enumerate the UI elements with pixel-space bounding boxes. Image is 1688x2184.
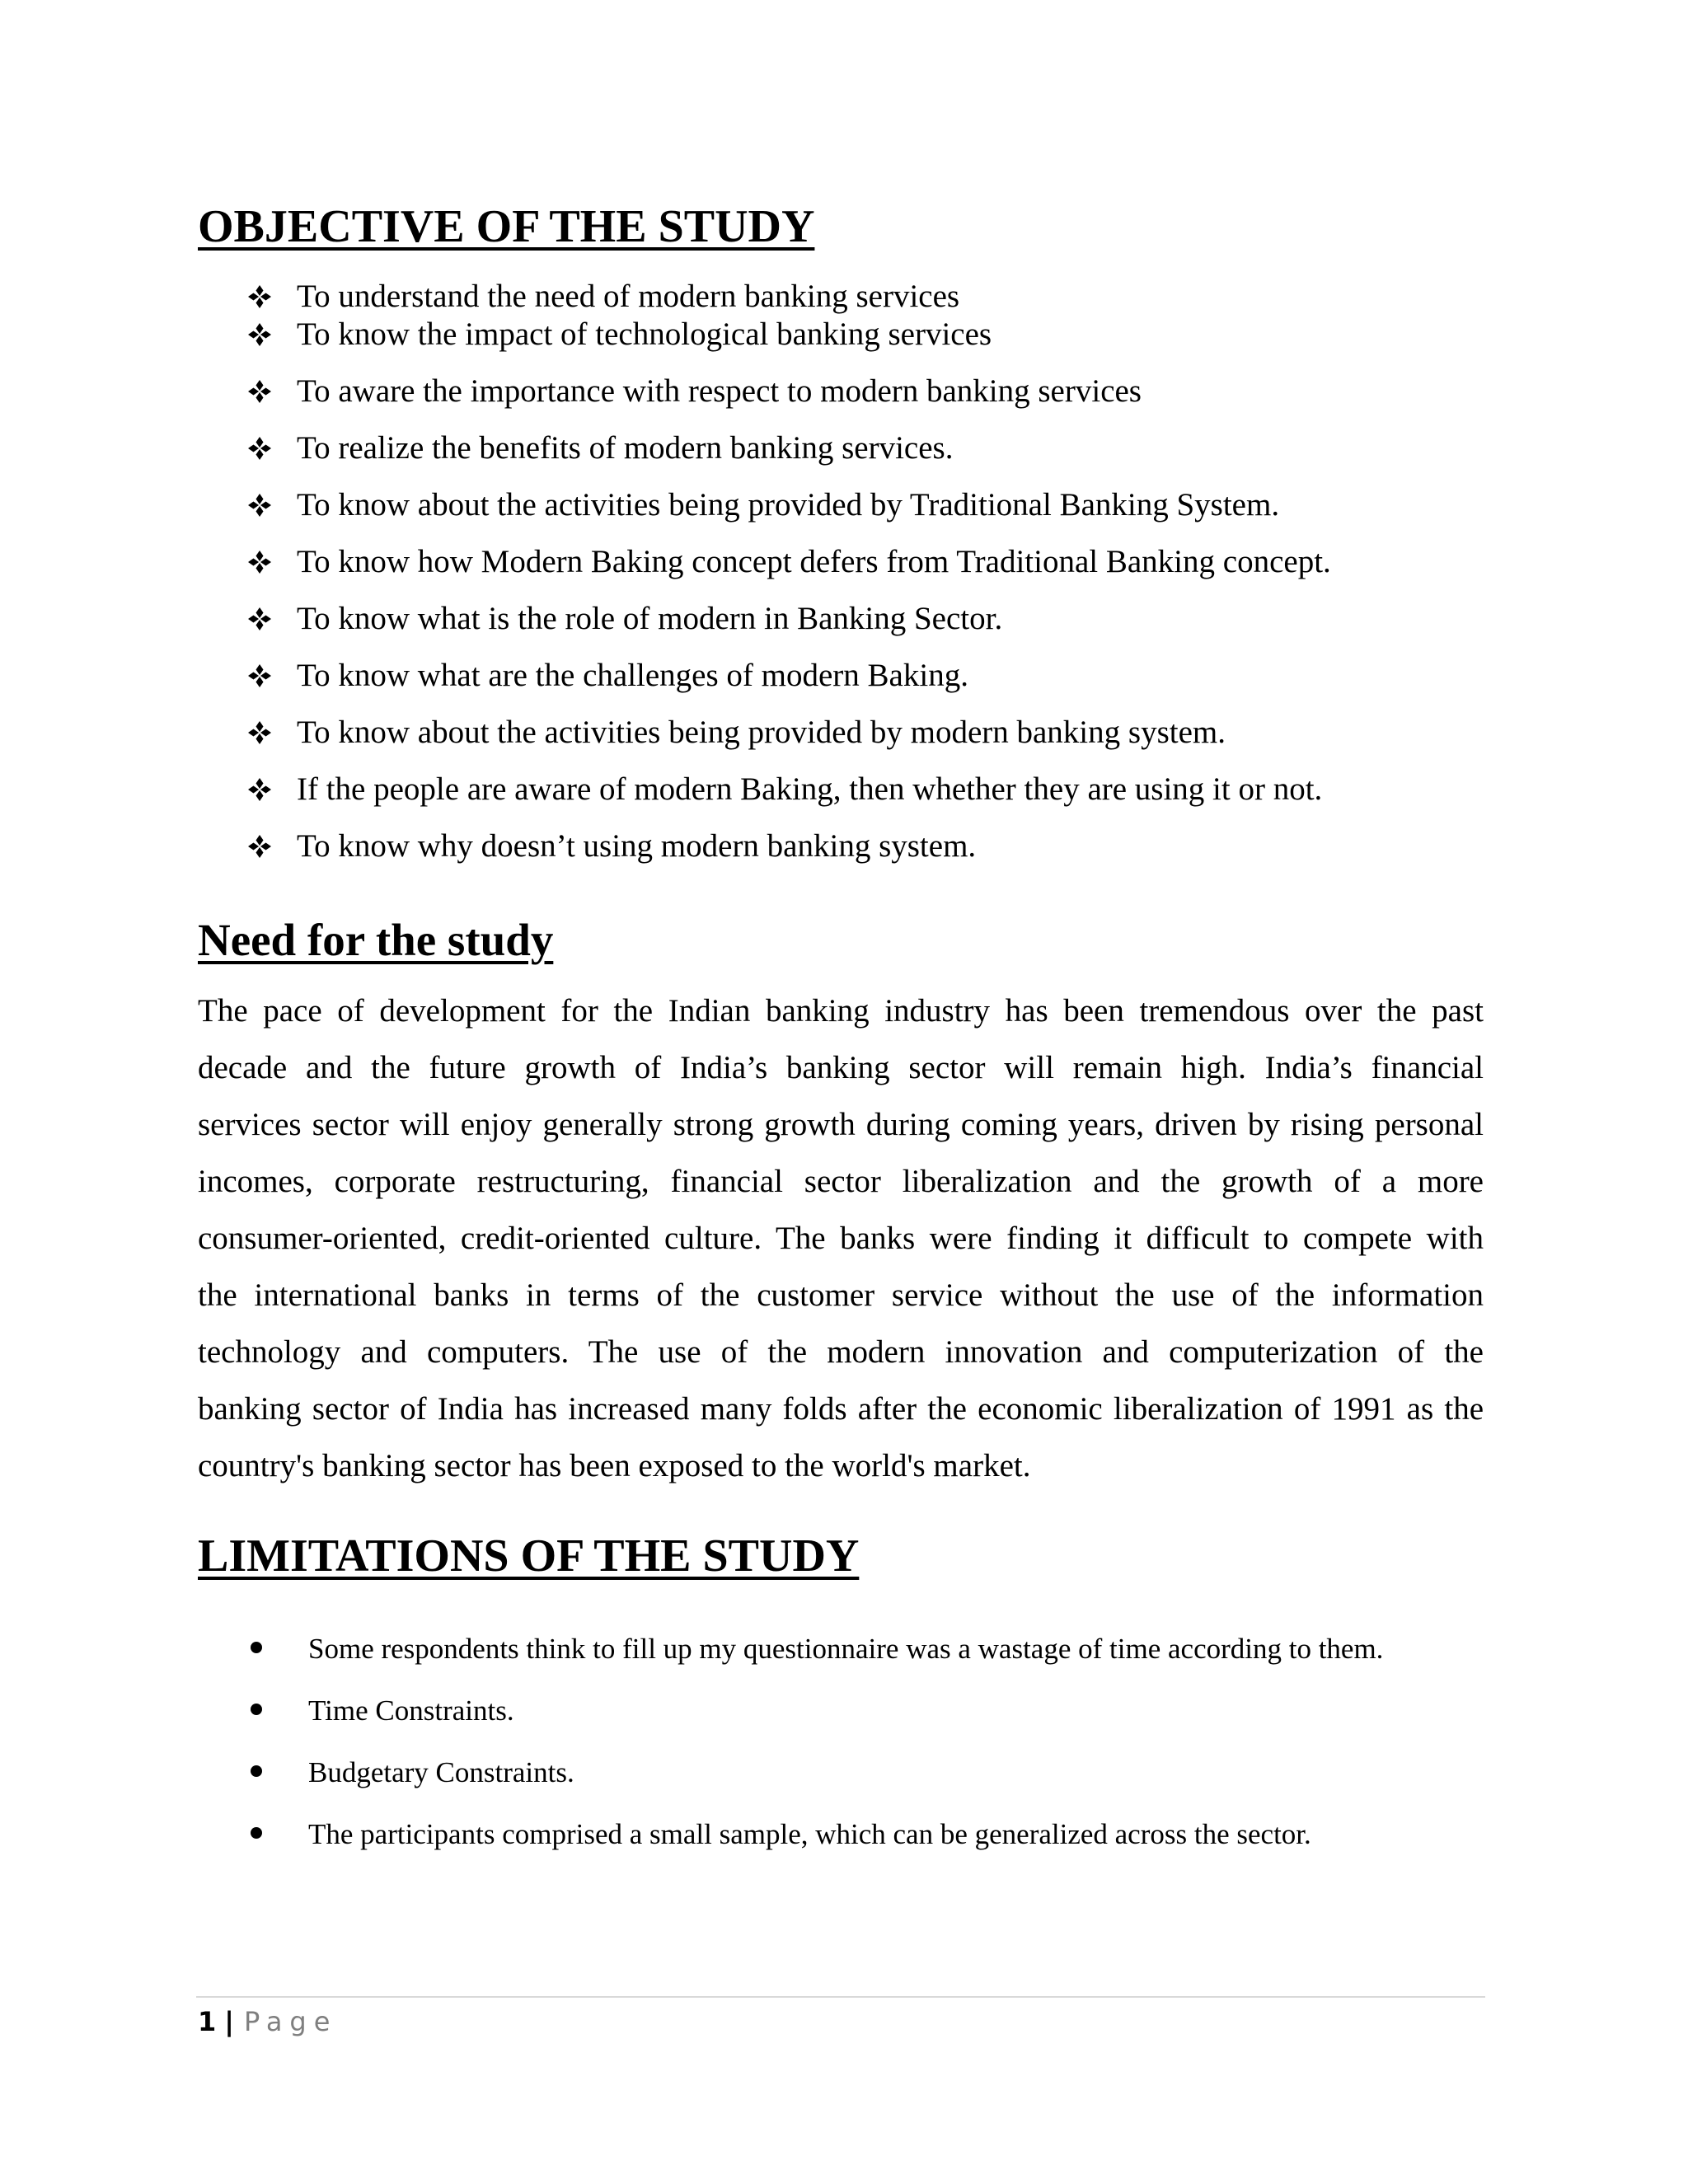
objective-item-text: To know why doesn’t using modern banking system. [297,828,977,864]
paragraph-line: country's banking sector has been exposed to the world's market. [198,1448,1031,1483]
objective-item-text: If the people are aware of modern Baking, then whether they are using it or not. [297,771,1323,807]
objective-item-text: To know what are the challenges of modern Baking. [297,658,968,693]
objective-list-item [247,318,992,350]
paragraph-line: decade and the future growth of India’s banking sector will remain high. India’s financial [198,1050,1484,1085]
paragraph-line: services sector will enjoy generally strong growth during coming years, driven by rising personal [198,1107,1484,1142]
paragraph-line: consumer-oriented, credit-oriented culture. The banks were finding it difficult to compete with [198,1221,1484,1256]
limitation-item-text: Budgetary Constraints. [308,1756,574,1788]
objective-heading: OBJECTIVE OF THE STUDY [198,201,815,252]
page-separator: | [224,2006,234,2037]
four-diamond-bullet-icon [247,550,272,574]
limitation-item-text: Some respondents think to fill up my questionnaire was a wastage of time according to them. [308,1633,1384,1665]
objective-item-text: To know about the activities being provided by modern banking system. [297,715,1226,750]
objective-item-text: To realize the benefits of modern banking services. [297,430,954,466]
limitation-item-text: The participants comprised a small sample, which can be generalized across the sector. [308,1818,1311,1850]
four-diamond-bullet-icon [247,284,272,309]
round-bullet-icon [251,1704,262,1715]
objective-list-item [247,432,953,464]
round-bullet-icon [251,1765,262,1777]
four-diamond-bullet-icon [247,436,272,461]
objective-list-item [247,659,968,691]
limitations-heading: LIMITATIONS OF THE STUDY [198,1530,860,1582]
four-diamond-bullet-icon [247,379,272,404]
limitations-list-item [247,1696,514,1725]
paragraph-line: The pace of development for the Indian banking industry has been tremendous over the past [198,993,1484,1029]
four-diamond-bullet-icon [247,777,272,802]
paragraph-line: technology and computers. The use of the modern innovation and computerization of the [198,1334,1484,1370]
objective-list-item [247,773,1322,805]
objective-item-text: To know the impact of technological banking services [297,316,992,352]
objective-item-text: To know how Modern Baking concept defers from Traditional Banking concept. [297,544,1331,579]
objective-item-text: To know about the activities being provided by Traditional Banking System. [297,487,1280,523]
page-label: Page [243,2006,338,2037]
page-number: 1 [198,2006,217,2037]
paragraph-line: banking sector of India has increased many folds after the economic liberalization of 1991 as the [198,1391,1484,1427]
limitations-list-item [247,1634,1383,1663]
four-diamond-bullet-icon [247,663,272,688]
objective-item-text: To know what is the role of modern in Banking Sector. [297,601,1003,636]
limitation-item-text: Time Constraints. [308,1694,514,1727]
four-diamond-bullet-icon [247,834,272,859]
objective-list-item [247,489,1279,521]
objective-list-item [247,375,1142,407]
four-diamond-bullet-icon [247,607,272,631]
objective-list-item [247,716,1226,748]
objective-list-item [247,546,1331,578]
objective-item-text: To aware the importance with respect to modern banking services [297,373,1142,409]
four-diamond-bullet-icon [247,322,272,347]
objective-list-item [247,602,1002,635]
objective-list-item [247,830,976,862]
objective-item-text: To understand the need of modern banking services [297,279,960,314]
page-footer [198,2008,337,2035]
round-bullet-icon [251,1827,262,1839]
paragraph-line: incomes, corporate restructuring, financial sector liberalization and the growth of a more [198,1164,1484,1199]
need-heading: Need for the study [198,915,554,965]
four-diamond-bullet-icon [247,720,272,745]
round-bullet-icon [251,1642,262,1653]
limitations-list-item [247,1820,1311,1849]
limitations-list-item [247,1758,574,1787]
footer-divider [196,1996,1485,1998]
four-diamond-bullet-icon [247,493,272,518]
paragraph-line: the international banks in terms of the customer service without the use of the information [198,1277,1484,1313]
objective-list-item [247,280,959,312]
